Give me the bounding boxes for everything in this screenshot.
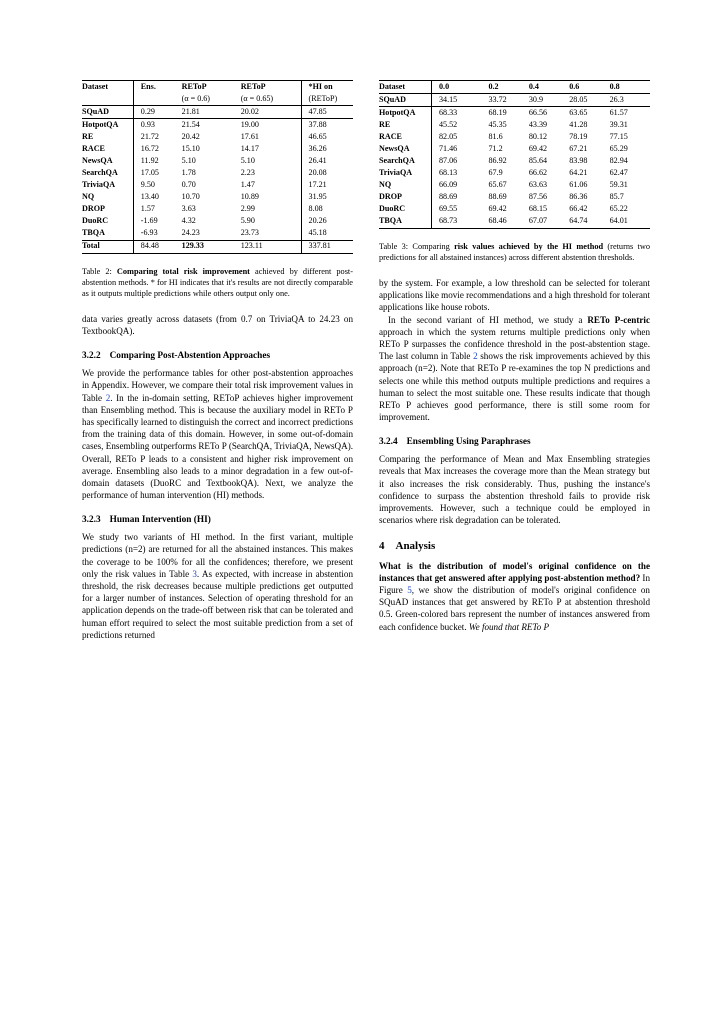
table-2-cell: 4.32 [181, 216, 196, 226]
paragraph-continued-right: by the system. For example, a low threshold can be selected for tolerant applications like movie recommendations and a high threshold for tolerant applications like house robots. [379, 277, 650, 313]
paragraph-variant2-part3: shows the risk improvements achieved by this approach (n=2). Note that RETo P re-examines the top N predictions and selects one while this method outputs multiple predictions and requires a human to select the most suitable one. These results indicate that though RETo P achieves good performance, there is still some room for improvement. [379, 351, 650, 423]
table-3-cell: 81.6 [488, 131, 503, 141]
table-3-dataset-name: HotpotQA [379, 107, 432, 120]
table-3 [379, 80, 650, 229]
section-number: 3.2.2 [82, 350, 101, 361]
table-3-caption-bold: risk values achieved by the HI method [454, 241, 604, 251]
table-row [82, 143, 353, 155]
table-2-caption-lead: Table 2: [82, 266, 112, 276]
table-2-cell: 5.10 [240, 155, 255, 165]
table-3-cell: 30.9 [529, 94, 569, 107]
table-3-cell: 28.05 [569, 94, 609, 107]
table-2-dataset-name: DuoRC [82, 216, 109, 226]
paragraph-continued-left: data varies greatly across datasets (from 0.7 on TriviaQA to 24.23 on TextbookQA). [82, 314, 353, 337]
table-2-dataset-name: SQuAD [82, 106, 133, 119]
table-3-cell: 67.21 [569, 143, 588, 153]
table-3-cell: 68.33 [432, 107, 489, 120]
table-2-header-retop-2: REToP [241, 81, 301, 94]
table-2-cell: 10.89 [240, 192, 259, 202]
section-number: 3.2.3 [82, 514, 101, 525]
table-3-cell: 43.39 [528, 119, 548, 129]
table-2-cell: 14.17 [240, 143, 259, 153]
table-2-cell: 23.73 [240, 228, 259, 238]
table-row [82, 179, 353, 191]
analysis-question: What is the distribution of model's original confidence on the instances that get answered after applying post-abstention method? [379, 560, 650, 583]
table-2-cell: 20.42 [181, 131, 200, 141]
figure-reference-link[interactable]: 5 [407, 585, 412, 596]
table-3-cell: 61.57 [610, 107, 650, 120]
table-2-cell: 8.08 [301, 203, 353, 215]
table-row [82, 228, 353, 241]
table-3-cell: 66.56 [529, 107, 569, 120]
table-2-cell: 46.65 [301, 131, 353, 143]
table-2-cell: 15.10 [181, 143, 200, 153]
table-2-subheader-row [82, 93, 353, 106]
table-3-cell: 85.7 [609, 192, 624, 202]
table-3-cell: 66.42 [569, 204, 588, 214]
table-2-cell: 36.26 [301, 143, 353, 155]
table-3-cell: 68.13 [432, 167, 489, 179]
table-2-dataset-name: RE [82, 131, 94, 141]
table-3-cell: 71.2 [488, 143, 503, 153]
table-3-cell: 66.62 [528, 168, 548, 178]
table-row [379, 119, 650, 131]
section-title: Analysis [395, 540, 436, 553]
table-3-cell: 69.42 [488, 204, 507, 214]
table-3-header-02: 0.2 [488, 81, 528, 94]
table-2-cell: 123.11 [241, 240, 301, 253]
right-column [379, 80, 650, 641]
table-row [82, 203, 353, 215]
spacer [379, 263, 650, 277]
table-2-header-row [82, 81, 353, 94]
table-3-cell: 26.3 [610, 94, 650, 107]
section-heading-322 [82, 351, 353, 363]
table-3-caption [379, 241, 650, 263]
table-2-caption-bold: Comparing total risk improvement [116, 266, 250, 276]
table-2-cell: 31.95 [301, 191, 353, 203]
table-2-cell: 13.40 [133, 191, 181, 203]
table-3-dataset-name: NQ [379, 180, 392, 190]
table-row [379, 191, 650, 203]
paragraph-analysis [379, 560, 650, 633]
table-3-cell: 67.9 [488, 168, 503, 178]
table-row [82, 167, 353, 179]
table-3-cell: 82.94 [609, 155, 628, 165]
table-2-dataset-name: TBQA [82, 228, 105, 238]
table-reference-link[interactable]: 3 [192, 568, 197, 579]
table-3-cell: 86.92 [488, 155, 507, 165]
paragraph-323 [82, 531, 353, 641]
table-2-cell: 19.00 [241, 119, 301, 132]
table-2-row-squad [82, 106, 353, 119]
table-row [379, 131, 650, 143]
table-3-cell: 68.46 [488, 216, 528, 229]
table-3-cell: 69.55 [432, 203, 489, 215]
table-3-cell: 62.47 [609, 168, 628, 178]
table-3-cell: 64.21 [569, 168, 588, 178]
table-3-cell: 71.46 [432, 143, 489, 155]
table-3-cell: 86.36 [569, 192, 588, 202]
table-2-dataset-name: SearchQA [82, 168, 118, 178]
section-heading-4 [379, 540, 650, 553]
table-3-cell: 63.65 [569, 107, 609, 120]
table-2-subheader-alpha-06: (α = 0.6) [181, 93, 211, 103]
table-3-header-04: 0.4 [529, 81, 569, 94]
table-2-cell: 20.02 [241, 106, 301, 119]
table-2 [82, 80, 353, 254]
paragraph-323-part2: . As expected, with increase in abstention threshold, the risk decreases because multiple predictions get outputted for a larger number of instances. Selection of operating threshold for an application depends on the trade-off between risk that can be tolerated and human effort required to select the most suitable prediction from a set of predictions returned [82, 568, 354, 640]
paragraph-variant2-part2: approach in which the system returns multiple predictions only when RETo P surpasses the confidence threshold in the post-abstention stage. The last column in Table [379, 326, 650, 362]
table-2-header-hi: *HI on [301, 81, 353, 94]
table-3-dataset-name: SearchQA [379, 155, 415, 165]
table-row [379, 203, 650, 215]
table-2-dataset-name: NewsQA [82, 155, 113, 165]
table-3-dataset-name: DuoRC [379, 204, 406, 214]
table-3-cell: 77.15 [609, 131, 628, 141]
table-3-dataset-name: NewsQA [379, 143, 410, 153]
table-2-cell: 2.99 [240, 204, 255, 214]
table-3-header-08: 0.8 [610, 81, 650, 94]
table-2-dataset-name: RACE [82, 143, 105, 153]
two-column-layout [82, 80, 650, 641]
table-3-cell: 87.06 [432, 155, 489, 167]
table-3-header-dataset: Dataset [379, 81, 432, 94]
table-2-total-label: Total [82, 240, 133, 253]
table-3-header-06: 0.6 [569, 81, 609, 94]
table-3-cell: 45.35 [488, 119, 507, 129]
table-3-cell: 88.69 [432, 191, 489, 203]
table-3-header-00: 0.0 [432, 81, 489, 94]
table-3-cell: 83.98 [569, 155, 588, 165]
table-2-cell: 84.48 [133, 240, 181, 253]
table-3-caption-lead: Table 3: [379, 241, 409, 251]
table-2-cell: 10.70 [181, 192, 200, 202]
spacer [82, 299, 353, 313]
table-2-dataset-name: HotpotQA [82, 119, 133, 132]
table-2-cell: 9.50 [133, 179, 181, 191]
table-3-cell: 41.28 [569, 119, 588, 129]
table-2-subheader-blank-1 [82, 93, 133, 106]
section-title: Human Intervention (HI) [109, 514, 211, 525]
table-2-cell: 0.29 [133, 106, 181, 119]
table-3-cell: 39.31 [609, 119, 628, 129]
table-2-header-dataset: Dataset [82, 81, 133, 94]
table-2-cell: 1.78 [181, 168, 196, 178]
section-number: 3.2.4 [379, 436, 398, 447]
table-3-cell: 85.64 [528, 155, 548, 165]
paragraph-324: Comparing the performance of Mean and Max Ensembling strategies reveals that Max increases the coverage more than the Mean strategy but it also increases the risk considerably. Thus, pushing the instance's confidence to surpass the abstention threshold fails to provide risk improvements. However, such a technique could be employed in scenarios where risk degradation can be tolerated. [379, 454, 650, 526]
table-2-cell: 17.21 [301, 179, 353, 191]
paragraph-323-part1: We study two variants of HI method. In the first variant, multiple predictions (n=2) are returned for all the abstained instances. This makes the coverage to be 100% for all the confidences; therefore, we present only the risk values in Table [82, 532, 353, 579]
table-2-dataset-name: TriviaQA [82, 180, 116, 190]
section-title: Ensembling Using Paraphrases [406, 436, 531, 447]
table-2-cell: 17.61 [240, 131, 259, 141]
table-3-dataset-name: DROP [379, 192, 402, 202]
table-2-cell: 45.18 [301, 228, 353, 241]
table-3-dataset-name: RACE [379, 131, 402, 141]
table-3-cell: 82.05 [432, 131, 489, 143]
table-3-caption-pre: Comparing [408, 241, 455, 251]
table-row [82, 119, 353, 132]
paragraph-322-part1: We provide the performance tables for other post-abstention approaches in Appendix. However, we compare their total risk improvement values in Table [82, 368, 353, 403]
table-3-dataset-name: SQuAD [379, 94, 432, 107]
table-3-header-row [379, 81, 650, 94]
table-row [379, 167, 650, 179]
table-2-cell: 0.70 [181, 180, 196, 190]
table-2-caption [82, 266, 353, 300]
table-row [379, 155, 650, 167]
table-2-cell: 1.47 [240, 180, 255, 190]
table-3-cell: 67.07 [529, 216, 569, 229]
table-3-cell: 68.15 [528, 204, 548, 214]
paragraph-analysis-italic: We found that RETo P [468, 621, 550, 632]
table-2-cell: 20.26 [301, 216, 353, 228]
section-heading-323 [82, 515, 353, 527]
table-3-cell: 80.12 [528, 131, 548, 141]
table-2-cell: 16.72 [133, 143, 181, 155]
table-3-dataset-name: RE [379, 119, 391, 129]
table-3-cell: 64.74 [569, 216, 609, 229]
table-row [82, 216, 353, 228]
table-2-cell: 17.05 [133, 167, 181, 179]
table-3-cell: 78.19 [569, 131, 588, 141]
paragraph-322 [82, 367, 353, 501]
table-2-cell: 5.10 [181, 155, 196, 165]
table-3-row-squad [379, 94, 650, 107]
table-3-cell: 45.52 [432, 119, 489, 131]
table-2-subheader-blank-2 [133, 93, 181, 106]
paragraph-analysis-part2: , we show the distribution of model's original confidence on SQuAD instances that get answered by RETo P at abstention threshold 0.5. Green-colored bars represent the number of instances answered from each confidence bucket. [379, 585, 650, 632]
section-title: Comparing Post-Abstention Approaches [109, 350, 271, 361]
table-row [379, 216, 650, 229]
table-row [379, 143, 650, 155]
table-3-cell: 59.31 [609, 180, 628, 190]
table-row [82, 191, 353, 203]
table-3-cell: 65.67 [488, 180, 507, 190]
table-2-header-ens: Ens. [133, 81, 181, 94]
table-2-cell: 1.57 [133, 203, 181, 215]
table-3-cell: 34.15 [432, 94, 489, 107]
table-2-cell: -6.93 [133, 228, 181, 241]
paragraph-variant2 [379, 314, 650, 424]
table-3-cell: 87.56 [528, 192, 548, 202]
table-3-cell: 61.06 [569, 180, 588, 190]
table-2-cell: 26.41 [301, 155, 353, 167]
table-2-cell: 24.23 [181, 228, 200, 238]
retop-centric-term: RETo P-centric [587, 314, 650, 325]
table-3-dataset-name: TBQA [379, 216, 432, 229]
table-3-cell: 68.73 [432, 216, 489, 229]
left-column [82, 80, 353, 641]
section-heading-324 [379, 437, 650, 449]
table-3-cell: 68.19 [488, 107, 528, 120]
paragraph-analysis-part1: In Figure [379, 572, 650, 596]
table-2-cell: 337.81 [301, 240, 353, 253]
table-2-cell: -1.69 [133, 216, 181, 228]
table-2-cell: 5.90 [240, 216, 255, 226]
table-row [82, 131, 353, 143]
table-3-cell: 65.22 [609, 204, 628, 214]
table-2-cell: 20.08 [301, 167, 353, 179]
table-2-caption-rest: achieved by different post-abstention methods. * for HI indicates that it's results are not directly comparable as it outputs multiple predictions while others output only one. [82, 266, 353, 299]
table-2-dataset-name: DROP [82, 204, 105, 214]
table-2-cell: 2.23 [240, 168, 255, 178]
table-3-cell: 66.09 [432, 179, 489, 191]
table-3-cell: 63.63 [528, 180, 548, 190]
table-3-cell: 69.42 [528, 143, 548, 153]
table-2-subheader-retop: (REToP) [301, 93, 353, 106]
table-reference-link[interactable]: 2 [473, 351, 478, 362]
table-3-cell: 65.29 [609, 143, 628, 153]
table-reference-link[interactable]: 2 [105, 392, 111, 403]
table-3-dataset-name: TriviaQA [379, 168, 413, 178]
table-3-caption-rest: (returns two predictions for all abstained instances) across different abstention thresholds. [379, 241, 650, 262]
table-2-header-retop-1: REToP [182, 81, 241, 94]
table-2-cell: 21.81 [182, 106, 241, 119]
table-row [379, 179, 650, 191]
paragraph-variant2-part1: In the second variant of HI method, we study a [388, 314, 588, 325]
table-2-cell: 37.88 [301, 119, 353, 132]
table-3-cell: 88.69 [488, 192, 507, 202]
table-row [82, 155, 353, 167]
table-2-cell: 0.93 [133, 119, 181, 132]
table-2-cell: 3.63 [181, 204, 196, 214]
table-row [379, 107, 650, 120]
table-2-subheader-alpha-065: (α = 0.65) [240, 93, 274, 103]
table-2-cell: 21.54 [182, 119, 241, 132]
table-2-total-row [82, 240, 353, 253]
table-3-cell: 33.72 [488, 94, 528, 107]
section-number: 4 [379, 540, 385, 553]
paragraph-322-part2: . In the in-domain setting, REToP achieves higher improvement than Ensembling method. This is because the auxiliary model in RETo P has specifically learned to distinguish the correct and incorrect predictions from the training data of this domain. However, in some out-of-domain cases, Ensembling outperforms RETo P (SearchQA, TriviaQA, NewsQA). Overall, RETo P leads to a consistent and higher risk improvement on average. Ensembling also leads to a minor degradation in a few out-of-domain datasets (DuoRC and TextbookQA). Next, we analyze the performance of human intervention (HI) methods. [82, 392, 353, 501]
table-2-cell: 21.72 [133, 131, 181, 143]
table-2-cell: 47.85 [301, 106, 353, 119]
table-2-cell-best: 129.33 [182, 240, 241, 253]
table-2-cell: 11.92 [133, 155, 181, 167]
table-2-dataset-name: NQ [82, 192, 95, 202]
table-3-cell: 64.01 [610, 216, 650, 229]
